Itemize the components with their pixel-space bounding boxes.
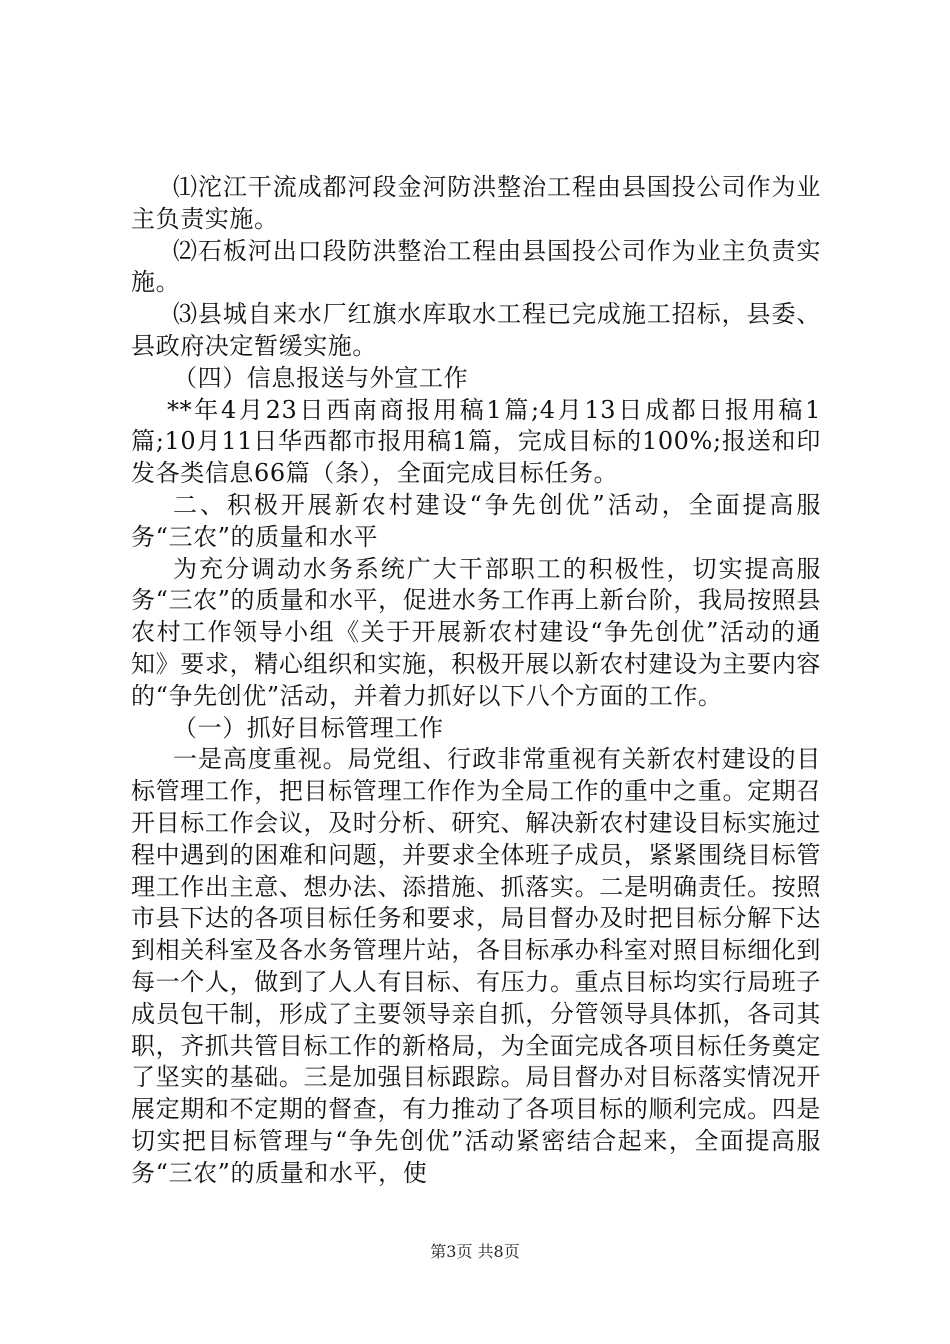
paragraph-item-1: ⑴沱江干流成都河段金河防洪整治工程由县国投公司作为业主负责实施。 [131, 173, 821, 233]
paragraph-info-reporting: **年4月23日西南商报用稿1篇;4月13日成都日报用稿1篇;10月11日华西都市报用稿1篇，完成目标的100%;报送和印发各类信息66篇（条），全面完成目标任务。 [131, 395, 821, 488]
paragraph-item-2: ⑵石板河出口段防洪整治工程由县国投公司作为业主负责实施。 [131, 236, 821, 297]
section-heading-info-reporting: （四）信息报送与外宣工作 [173, 363, 469, 392]
paragraph-new-countryside-intro: 为充分调动水务系统广大干部职工的积极性，切实提高服务“三农”的质量和水平，促进水务工作再上新台阶，我局按照县农村工作领导小组《关于开展新农村建设“争先创优”活动的通知》要求，精心组织和实施，积极开展以新农村建设为主要内容的“争先创优”活动，并着力抓好以下八个方面的工作。 [131, 554, 821, 710]
paragraph-target-management: 一是高度重视。局党组、行政非常重视有关新农村建设的目标管理工作，把目标管理工作作为全局工作的重中之重。定期召开目标工作会议，及时分析、研究、解决新农村建设目标实施过程中遇到的困难和问题，并要求全体班子成员，紧紧围绕目标管理工作出主意、想办法、添措施、抓落实。二是明确责任。按照市县下达的各项目标任务和要求，局目督办及时把目标分解下达到相关科室及各水务管理片站，各目标承办科室对照目标细化到每一个人，做到了人人有目标、有压力。重点目标均实行局班子成员包干制，形成了主要领导亲自抓，分管领导具体抓，各司其职，齐抓共管目标工作的新格局，为全面完成各项目标任务奠定了坚实的基础。三是加强目标跟踪。局目督办对目标落实情况开展定期和不定期的督查，有力推动了各项目标的顺利完成。四是切实把目标管理与“争先创优”活动紧密结合起来，全面提高服务“三农”的质量和水平，使 [131, 745, 821, 1187]
section-heading-target-management: （一）抓好目标管理工作 [173, 713, 444, 742]
paragraph-item-3: ⑶县城自来水厂红旗水库取水工程已完成施工招标，县委、县政府决定暂缓实施。 [131, 300, 821, 360]
page-footer: 第3页 共8页 [430, 1242, 520, 1261]
section-heading-new-countryside: 二、积极开展新农村建设“争先创优”活动，全面提高服务“三农”的质量和水平 [131, 490, 821, 551]
document-body [131, 172, 821, 1190]
